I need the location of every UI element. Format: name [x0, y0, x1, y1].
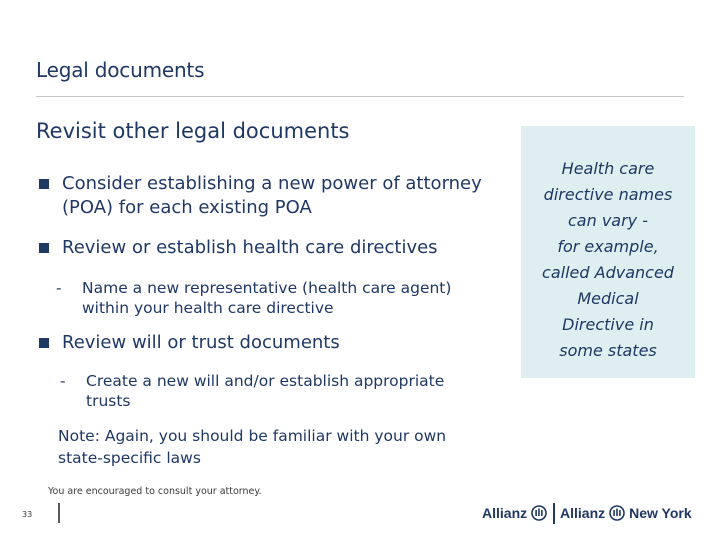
allianz-new-york-logo — [560, 503, 692, 523]
logo-wordmark: Allianz — [482, 505, 528, 521]
bullet-text: Review will or trust documents — [62, 332, 340, 353]
page-number: 33 — [22, 510, 33, 519]
sub-bullet-text: Create a new will and/or establish appropriate trusts — [86, 372, 445, 410]
callout-box — [521, 126, 695, 378]
allianz-eagle-icon — [531, 505, 547, 521]
bullet-text: Review or establish health care directives — [62, 237, 438, 258]
disclaimer: You are encouraged to consult your attorney. — [48, 486, 262, 497]
page-divider — [58, 503, 60, 523]
logo-separator — [553, 503, 555, 524]
bullet-text: Consider establishing a new power of attorney (POA) for each existing POA — [62, 173, 482, 218]
sub-bullet-text: Name a new representative (health care agent) within your health care directive — [82, 279, 452, 317]
logo-suffix: New York — [629, 505, 692, 521]
header-title: Legal documents — [36, 58, 205, 82]
square-bullet-icon — [39, 338, 49, 348]
logo-wordmark: Allianz — [560, 505, 606, 521]
dash-marker: - — [56, 279, 62, 297]
header-divider — [36, 96, 684, 97]
note-text: Note: Again, you should be familiar with your own state-specific laws — [58, 427, 447, 467]
dash-marker: - — [60, 372, 66, 390]
allianz-eagle-icon — [609, 505, 625, 521]
callout-text: Health care directive names can vary - for example, called Advanced Medical Directive in some states — [542, 159, 674, 360]
square-bullet-icon — [39, 179, 49, 189]
section-heading: Revisit other legal documents — [36, 119, 350, 143]
allianz-logo — [482, 503, 547, 523]
square-bullet-icon — [39, 243, 49, 253]
